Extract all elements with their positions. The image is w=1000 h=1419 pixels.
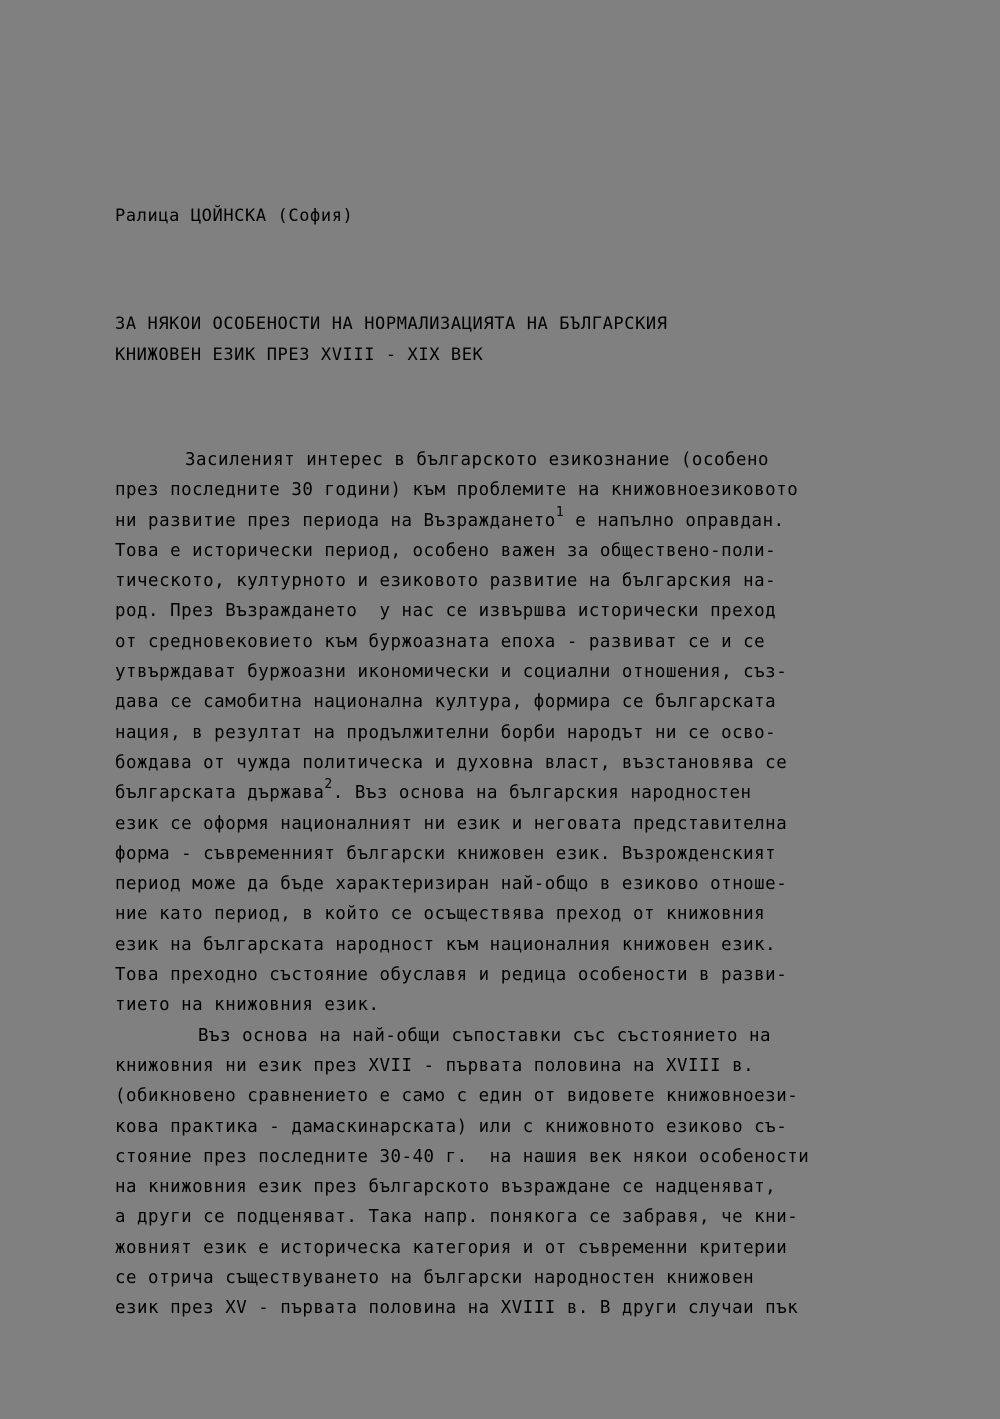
- article-title-line-1: ЗА НЯКОИ ОСОБЕНОСТИ НА НОРМАЛИЗАЦИЯТА НА БЪЛГАРСКИЯ: [115, 314, 668, 334]
- article-title-line-2: КНИЖОВЕН ЕЗИК ПРЕЗ XVIII - XIX ВЕК: [115, 345, 484, 365]
- body-line: стояние през последните 30-40 г. на нашия век някои особености: [115, 1146, 810, 1167]
- body-line: кова практика - дамаскинарската) или с книжовното езиково съ-: [115, 1116, 788, 1137]
- body-line: [115, 778, 885, 808]
- body-line: на книжовния език през българското възраждане се надценяват,: [115, 1177, 777, 1198]
- body-line: тието на книжовния език.: [115, 995, 380, 1016]
- body-line-text: е напълно оправдан.: [564, 510, 785, 531]
- body-line: [115, 506, 885, 536]
- body-line: ние като период, в който се осъществява преход от книжовния: [115, 904, 766, 925]
- footnote-marker: 1: [555, 504, 565, 520]
- body-text: [115, 445, 885, 1324]
- body-line: Въз основа на най-общи съпоставки със състоянието на: [198, 1025, 772, 1046]
- body-line-text: . Въз основа на българския народностен: [332, 783, 752, 804]
- body-line-text: българската държава: [115, 783, 325, 804]
- body-line: форма - съвременният български книжовен език. Възрожденският: [115, 843, 777, 864]
- body-line: Засиленият интерес в българското езикознание (особено: [185, 450, 770, 470]
- footnote-marker: 2: [324, 777, 333, 793]
- body-line: Това е исторически период, особено важен за обществено-поли-: [115, 540, 777, 561]
- body-line: през последните 30 години) към проблемите на книжовноезиковото: [115, 480, 799, 501]
- body-line: период може да бъде характеризиран най-общо в езиково отноше-: [115, 874, 788, 895]
- body-line: жовният език е историческа категория и от съвременни критерии: [115, 1237, 788, 1258]
- body-line: род. През Възраждането у нас се извършва исторически преход: [115, 601, 777, 622]
- author-line: Ралица ЦОЙНСКА (София): [115, 206, 354, 226]
- body-line: език на българската народност към националния книжовен език.: [115, 934, 777, 955]
- body-line: се отрича съществуването на български народностен книжовен: [115, 1268, 755, 1289]
- body-line: нация, в резултат на продължителни борби народът ни се осво-: [115, 722, 777, 743]
- body-line: (обикновено сравнението е само с един от видовете книжовноези-: [115, 1086, 799, 1107]
- body-line: Това преходно състояние обуславя и редица особености в разви-: [115, 965, 788, 986]
- body-line: бождава от чужда политическа и духовна власт, възстановява се: [115, 752, 788, 773]
- body-line-text: ни развитие през периода на Възраждането: [115, 510, 556, 531]
- body-line: дава се самобитна национална култура, формира се българската: [115, 692, 777, 713]
- body-line: утвърждават буржоазни икономически и социални отношения, съз-: [115, 662, 788, 683]
- body-line: книжовния ни език през XVII - първата половина на XVIII в.: [115, 1055, 755, 1076]
- body-line: тическото, културното и езиковото развитие на българския на-: [115, 571, 777, 592]
- body-line: език през XV - първата половина на XVIII в. В други случаи пък: [115, 1298, 799, 1319]
- body-line: език се оформя националният ни език и неговата представителна: [115, 813, 788, 834]
- body-line: а други се подценяват. Така напр. понякога се забравя, че кни-: [115, 1207, 799, 1228]
- body-line: от средновековието към буржоазната епоха - развиват се и се: [115, 631, 766, 652]
